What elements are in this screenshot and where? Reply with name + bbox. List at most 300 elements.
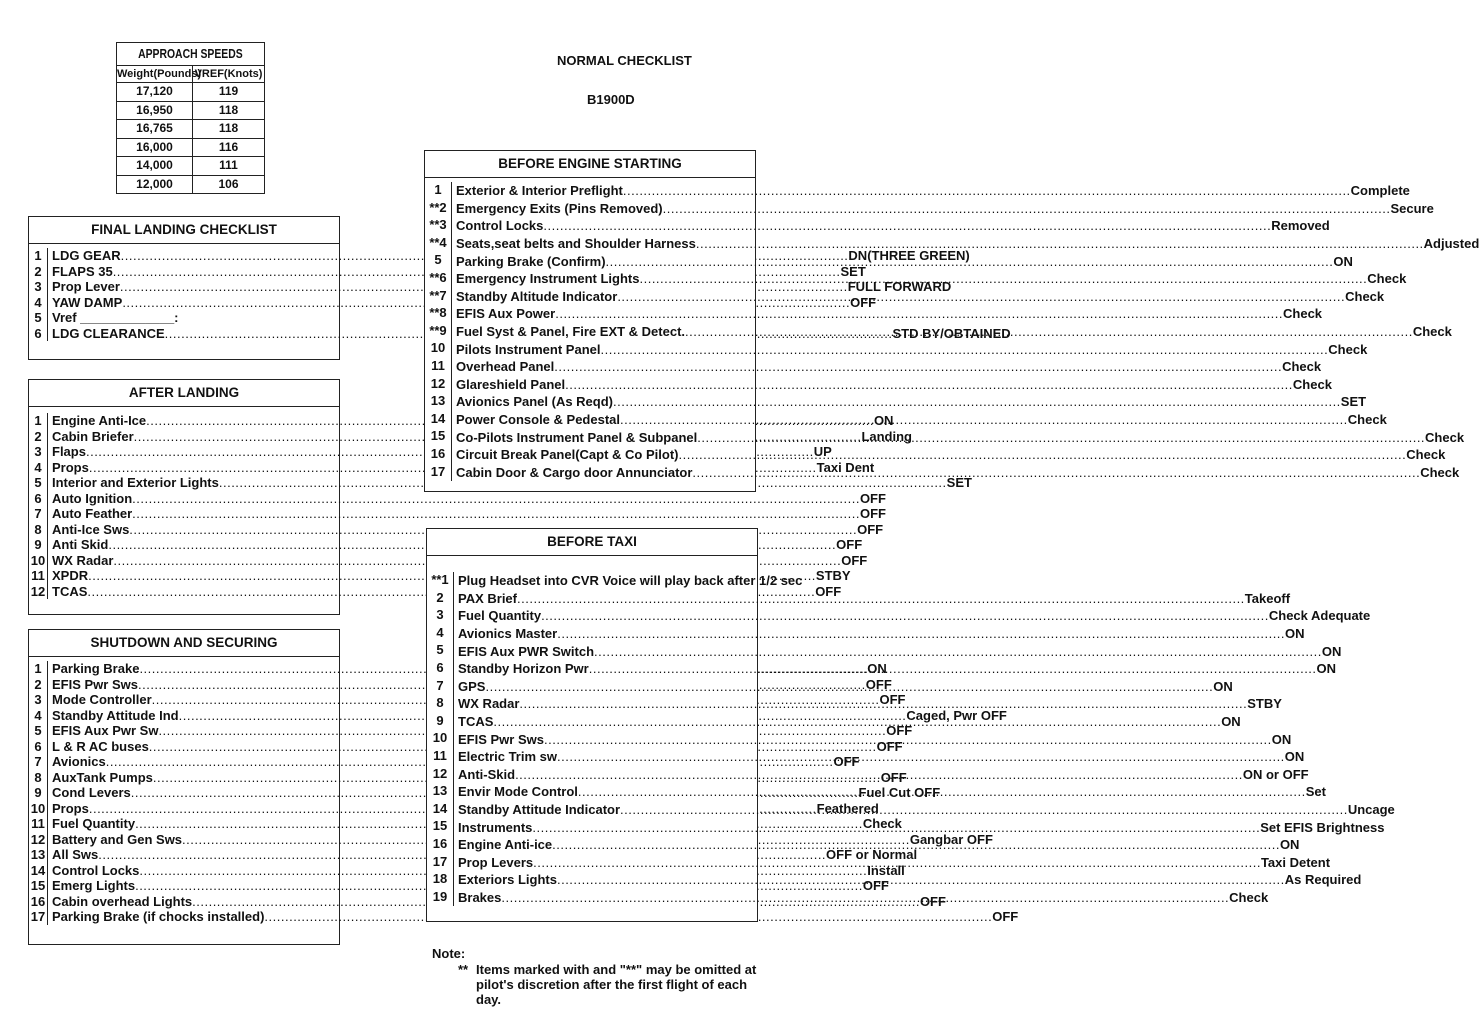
item-value: Check [1283, 306, 1323, 322]
leader-dots [697, 430, 1425, 445]
item-number: 7 [427, 678, 454, 696]
checklist-item [425, 375, 1332, 394]
checklist-item [29, 490, 886, 507]
item-number: 6 [29, 491, 48, 507]
checklist-item [29, 506, 886, 522]
leader-dots [692, 465, 1420, 480]
item-value: OFF [836, 537, 863, 553]
item-value: Check [1282, 359, 1322, 375]
item-label: Exteriors Lights [458, 872, 557, 888]
item-label: GPS [458, 678, 486, 694]
item-value: Taxi Dent [816, 459, 875, 475]
item-number: 9 [29, 537, 48, 553]
item-value: OFF [865, 676, 892, 692]
leader-dots [620, 412, 1348, 427]
item-number: **1 [427, 572, 454, 590]
item-label: Auto Feather [52, 506, 133, 522]
item-value: Uncage [1347, 802, 1395, 818]
item-label: Emergency Instrument Lights [456, 271, 640, 287]
item-number: 4 [29, 295, 48, 311]
note-label: Note: [432, 946, 466, 961]
approach-speed-row [117, 176, 264, 194]
item-value: Adjusted [1423, 236, 1480, 252]
item-number: 6 [29, 326, 48, 342]
checklist-item [427, 624, 1305, 643]
item-number: 14 [425, 411, 452, 429]
item-number: 6 [427, 660, 454, 678]
item-value: Check [1328, 341, 1368, 357]
item-number: 3 [29, 444, 48, 460]
item-value: As Required [1284, 872, 1362, 888]
item-label: Standby Altitude Indicator [456, 288, 618, 304]
leader-dots [515, 767, 1243, 782]
item-label: Pilots Instrument Panel [456, 341, 601, 357]
item-label: Co-Pilots Instrument Panel & Subpanel [456, 429, 698, 445]
item-value: SET [1340, 394, 1367, 410]
item-label: XPDR [52, 568, 89, 584]
item-label: Flaps [52, 444, 86, 460]
item-value: Check [1347, 412, 1387, 428]
item-value: Secure [1390, 200, 1434, 216]
item-number: 3 [427, 607, 454, 625]
item-number: 10 [29, 553, 48, 569]
checklist-item [425, 182, 1410, 200]
item-number: **2 [425, 200, 452, 218]
leader-dots [594, 644, 1322, 659]
item-value: OFF [992, 909, 1019, 925]
approach-speed-row [117, 139, 264, 158]
item-value: Check [862, 816, 902, 832]
item-number: 5 [425, 252, 452, 270]
item-number: 15 [425, 428, 452, 446]
item-label: Vref _____________: [52, 310, 179, 326]
vref-cell: 106 [218, 176, 239, 191]
item-number: 7 [29, 506, 48, 522]
vref-column-header: VREF(Knots) [194, 68, 263, 80]
item-label: Power Console & Pedestal [456, 412, 620, 428]
item-label: Exterior & Interior Preflight [456, 183, 623, 199]
item-value: FULL FORWARD [847, 279, 952, 295]
item-number: 9 [427, 713, 454, 731]
item-number: 11 [29, 568, 48, 584]
item-value: OFF [862, 878, 889, 894]
item-label: Control Locks [52, 862, 140, 878]
item-number: 13 [29, 847, 48, 863]
checklist-item [29, 310, 339, 326]
item-value: OFF [859, 490, 886, 506]
item-label: EFIS Aux Pwr Sw [52, 723, 159, 739]
item-number: 15 [29, 878, 48, 894]
item-label: Instruments [458, 819, 533, 835]
approach-speeds-table [116, 42, 265, 194]
weight-cell: 16,950 [117, 102, 193, 120]
leader-dots [613, 394, 1341, 409]
item-number: 1 [425, 182, 452, 200]
item-value: Check [1229, 889, 1269, 905]
leader-dots [623, 183, 1351, 198]
checklist-item [425, 393, 1367, 411]
item-label: Control Locks [456, 218, 544, 234]
item-label: Emerg Lights [52, 878, 136, 894]
item-number: 8 [29, 770, 48, 786]
item-label: LDG CLEARANCE [52, 325, 165, 341]
weight-column-header: Weight(Pounds) [117, 68, 202, 80]
item-number: 8 [29, 522, 48, 538]
item-number: 5 [427, 642, 454, 660]
item-value: ON [1271, 731, 1292, 747]
vref-cell: 118 [218, 121, 239, 135]
leader-dots [557, 626, 1285, 641]
item-value: OFF or Normal [826, 847, 918, 863]
item-number: **3 [425, 217, 452, 235]
item-value: Set EFIS Brightness [1260, 819, 1385, 835]
item-number: 10 [29, 801, 48, 817]
item-label: LDG GEAR [52, 248, 121, 264]
weight-cell: 17,120 [117, 83, 193, 101]
vref-cell: 111 [219, 158, 238, 172]
item-value: STBY [1247, 696, 1282, 712]
item-value: OFF [833, 754, 860, 770]
item-label: Props [52, 459, 89, 475]
item-value: Install [867, 862, 905, 878]
item-value: OFF [879, 692, 906, 708]
item-value: ON [1221, 714, 1241, 730]
item-label: Parking Brake [52, 661, 140, 677]
before-engine-title: BEFORE ENGINE STARTING [425, 151, 755, 178]
approach-speed-row [117, 102, 264, 121]
checklist-item [427, 607, 1371, 625]
item-number: 5 [29, 310, 48, 326]
item-label: PAX Brief [458, 590, 517, 606]
checklist-item [427, 765, 1309, 784]
item-number: 5 [29, 723, 48, 739]
leader-dots [578, 784, 1306, 799]
item-label: Overhead Panel [456, 359, 555, 375]
checklist-item [425, 217, 1330, 235]
item-label: Standby Horizon Pwr [458, 661, 589, 677]
item-number: 13 [427, 783, 454, 801]
checklist-item [29, 552, 868, 569]
item-label: Fuel Quantity [458, 608, 542, 624]
item-value: STBY [815, 568, 851, 584]
leader-dots [552, 837, 1280, 852]
checklist-item [427, 589, 1291, 608]
checklist-item [425, 340, 1368, 358]
item-value: SET [840, 263, 866, 279]
note [432, 946, 757, 1007]
item-label: Props [52, 800, 89, 816]
item-number: 10 [425, 340, 452, 358]
item-number: 19 [427, 889, 454, 907]
item-label: Electric Trim sw [458, 749, 557, 765]
approach-speeds-rows [117, 83, 264, 193]
item-label: EFIS Pwr Sws [52, 676, 138, 692]
leader-dots [555, 306, 1283, 321]
item-label: Standby Attitude Indicator [458, 802, 621, 818]
item-value: Check [1412, 324, 1452, 340]
item-number: 2 [29, 429, 48, 445]
item-number: 1 [29, 661, 48, 677]
item-value: ON [1316, 661, 1337, 677]
item-label: Interior and Exterior Lights [52, 475, 219, 491]
item-number: 18 [427, 871, 454, 889]
item-number: 4 [29, 460, 48, 476]
vref-cell: 116 [218, 139, 239, 154]
item-number: 14 [29, 863, 48, 879]
leader-dots [554, 359, 1282, 374]
item-number: 11 [29, 816, 48, 832]
item-number: 12 [29, 832, 48, 848]
item-label: TCAS [458, 714, 494, 730]
item-value: Check [1425, 429, 1465, 445]
item-value: OFF [841, 552, 868, 568]
item-label: EFIS Aux PWR Switch [458, 643, 595, 659]
leader-dots [541, 608, 1269, 623]
item-label: Engine Anti-ice [458, 837, 553, 853]
item-value: DN(THREE GREEN) [848, 248, 970, 264]
item-number: 17 [427, 854, 454, 872]
leader-dots [517, 591, 1245, 606]
item-value: UP [813, 444, 832, 460]
item-number: 11 [427, 748, 454, 766]
item-label: Cond Levers [52, 785, 131, 801]
item-label: Glareshield Panel [456, 376, 566, 392]
checklist-item [425, 410, 1387, 429]
item-label: Cabin overhead Lights [52, 893, 193, 909]
item-label: Anti-Ice Sws [52, 521, 130, 537]
item-value: ON [1333, 253, 1353, 269]
item-value: OFF [815, 583, 842, 599]
item-label: Fuel Quantity [52, 816, 136, 832]
item-label: Standby Attitude Ind [52, 707, 179, 723]
leader-dots [533, 855, 1261, 870]
item-value: Removed [1271, 218, 1330, 234]
item-value: Set [1305, 784, 1326, 800]
approach-speeds-header [117, 66, 264, 83]
item-number: 3 [29, 279, 48, 295]
item-label: AuxTank Pumps [52, 769, 153, 785]
note-marker: ** [458, 962, 469, 977]
item-number: **7 [425, 288, 452, 306]
leader-dots [132, 506, 860, 521]
leader-dots [620, 802, 1348, 817]
item-number: 2 [29, 677, 48, 693]
item-value: Check [1406, 447, 1446, 463]
page-title: NORMAL CHECKLIST [557, 53, 692, 68]
item-label: Engine Anti-Ice [52, 413, 147, 429]
before-taxi-title: BEFORE TAXI [427, 529, 757, 556]
item-number: 16 [425, 446, 452, 464]
item-number: 3 [29, 692, 48, 708]
item-value: ON [1279, 837, 1300, 853]
item-label: Auto Ignition [52, 490, 133, 506]
item-number: 9 [29, 785, 48, 801]
item-value: Check [1292, 376, 1332, 392]
weight-cell: 12,000 [117, 176, 193, 194]
weight-cell: 16,000 [117, 139, 193, 157]
item-number: 10 [427, 730, 454, 748]
leader-dots [696, 236, 1424, 251]
item-value: Caged, Pwr OFF [906, 707, 1007, 723]
item-number: 12 [425, 376, 452, 394]
item-value: ON [1284, 749, 1305, 765]
item-label: Plug Headset into CVR Voice will play back after 1/2 sec [458, 573, 803, 589]
item-value: Check [1345, 288, 1385, 304]
item-label: Envir Mode Control [458, 784, 578, 800]
vref-cell: 118 [218, 102, 239, 117]
item-label: Mode Controller [52, 692, 152, 708]
item-number: 14 [427, 801, 454, 819]
checklist-item [425, 305, 1323, 323]
approach-speed-row [117, 120, 264, 139]
leader-dots [532, 820, 1260, 835]
item-label: Cabin Briefer [52, 428, 134, 444]
item-value: Complete [1350, 183, 1410, 199]
item-label: Battery and Gen Sws [52, 831, 183, 847]
item-label: EFIS Aux Power [456, 306, 556, 322]
item-value: OFF [919, 893, 946, 909]
item-value: OFF [876, 738, 903, 754]
item-label: YAW DAMP [52, 294, 123, 310]
item-label: Emergency Exits (Pins Removed) [456, 200, 663, 216]
item-value: Taxi Detent [1260, 854, 1331, 870]
item-label: L & R AC buses [52, 738, 149, 754]
checklist-item [425, 199, 1434, 218]
item-label: TCAS [52, 583, 88, 599]
item-value: ON [1285, 626, 1305, 642]
leader-dots [617, 289, 1345, 304]
checklist-item [29, 521, 884, 538]
leader-dots [663, 201, 1391, 216]
item-label: Prop Levers [458, 854, 534, 870]
checklist-item [29, 909, 1019, 925]
leader-dots [606, 254, 1334, 269]
item-value: Fuel Cut OFF [858, 785, 941, 801]
item-number: 17 [29, 909, 48, 925]
item-label: Seats,seat belts and Shoulder Harness [456, 236, 696, 252]
item-label: EFIS Pwr Sws [458, 731, 544, 747]
approach-speed-row [117, 83, 264, 102]
item-label: WX Radar [52, 552, 114, 568]
weight-cell: 14,000 [117, 157, 193, 175]
item-number: 16 [427, 836, 454, 854]
item-number: **6 [425, 270, 452, 288]
item-label: Circuit Break Panel(Capt & Co Pilot) [456, 447, 679, 463]
weight-cell: 16,765 [117, 120, 193, 138]
leader-dots [544, 732, 1272, 747]
item-number: 15 [427, 818, 454, 836]
item-number: 17 [425, 464, 452, 482]
checklist-item [427, 642, 1342, 660]
item-number: 1 [29, 248, 48, 264]
item-value: ON or OFF [1242, 766, 1309, 782]
leader-dots [589, 661, 1317, 676]
approach-speeds-title: APPROACH SPEEDS [117, 43, 264, 66]
checklist-item [427, 659, 1337, 678]
leader-dots [501, 890, 1229, 905]
item-value: Check Adequate [1268, 608, 1371, 624]
item-value: SET [946, 475, 972, 491]
item-label: Cabin Door & Cargo door Annunciator [456, 464, 693, 480]
item-label: Avionics Panel (As Reqd) [456, 394, 613, 410]
after-landing-title: AFTER LANDING [29, 380, 339, 407]
item-label: Anti-Skid [458, 766, 516, 782]
vref-cell: 119 [218, 84, 239, 98]
leader-dots [557, 872, 1285, 887]
item-value: OFF [859, 506, 886, 522]
item-value: Check [1420, 464, 1460, 480]
item-value: STD BY/OBTAINED [892, 325, 1011, 341]
item-number: **4 [425, 235, 452, 253]
item-value: OFF [880, 769, 907, 785]
item-number: 1 [29, 413, 48, 429]
leader-dots [493, 714, 1221, 729]
item-label: Parking Brake (Confirm) [456, 253, 606, 269]
item-number: 6 [29, 739, 48, 755]
item-label: Avionics Master [458, 626, 558, 642]
item-number: 16 [29, 894, 48, 910]
checklist-item [425, 357, 1322, 376]
leader-dots [519, 696, 1247, 711]
checklist-item [427, 572, 803, 590]
item-number: 5 [29, 475, 48, 491]
item-number: 13 [425, 393, 452, 411]
item-number: 2 [427, 590, 454, 608]
shutdown-title: SHUTDOWN AND SECURING [29, 630, 339, 657]
item-label: Avionics [52, 754, 106, 770]
item-number: 4 [427, 625, 454, 643]
item-value: OFF [857, 521, 884, 537]
item-label: Parking Brake (if chocks installed) [52, 909, 265, 925]
leader-dots [132, 491, 860, 506]
item-number: 2 [29, 264, 48, 280]
leader-dots [678, 447, 1406, 462]
item-number: 4 [29, 708, 48, 724]
item-number: 11 [425, 358, 452, 376]
item-value: Takeoff [1244, 590, 1291, 606]
approach-speed-row [117, 157, 264, 176]
item-value: ON [873, 413, 894, 429]
leader-dots [485, 676, 1213, 694]
leader-dots [543, 218, 1271, 233]
item-value: Landing [861, 428, 912, 444]
item-value: ON [1321, 643, 1342, 659]
item-label: FLAPS 35 [52, 263, 113, 279]
item-number: 12 [427, 766, 454, 784]
leader-dots [565, 377, 1293, 392]
leader-dots [685, 324, 1413, 339]
item-value: ON [1213, 678, 1233, 694]
checklist-item [29, 475, 972, 491]
item-value: ON [867, 661, 887, 677]
aircraft-type: B1900D [587, 92, 635, 107]
item-label: WX Radar [458, 696, 520, 712]
item-value: Check [1367, 271, 1407, 287]
item-number: 8 [427, 695, 454, 713]
item-number: **9 [425, 323, 452, 341]
item-number: **8 [425, 305, 452, 323]
leader-dots [639, 271, 1367, 286]
note-text: Items marked with and "**" may be omitted at pilot's discretion after the first flight of each day. [476, 962, 757, 1007]
item-label: Fuel Syst & Panel, Fire EXT & Detect. [456, 324, 686, 340]
item-value: Gangbar OFF [909, 831, 993, 847]
item-label: All Sws [52, 847, 99, 863]
item-label: Anti Skid [52, 537, 109, 553]
leader-dots [600, 342, 1328, 357]
item-number: 12 [29, 584, 48, 600]
item-value: Feathered [816, 800, 879, 816]
item-value: OFF [850, 294, 877, 310]
